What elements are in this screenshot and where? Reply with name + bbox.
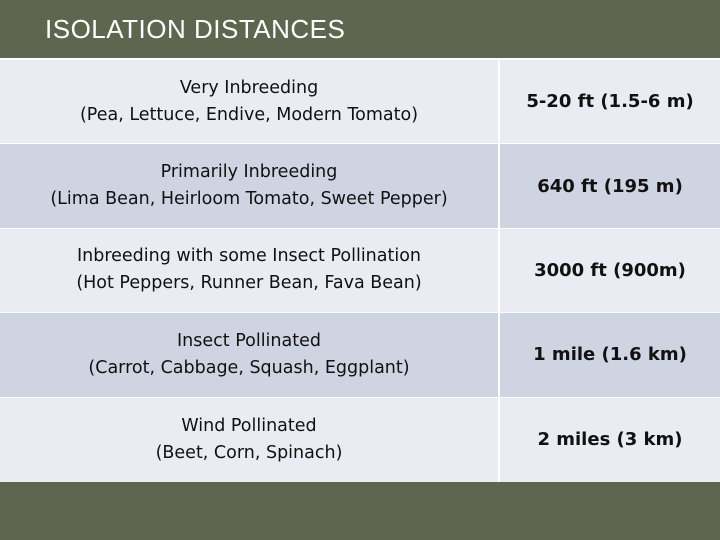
category-name: Very Inbreeding xyxy=(179,77,319,98)
category-cell xyxy=(0,144,500,227)
category-examples: (Lima Bean, Heirloom Tomato, Sweet Pepper) xyxy=(50,189,448,210)
distance-cell: 2 miles (3 km) xyxy=(537,429,683,451)
distance-cell: 5-20 ft (1.5-6 m) xyxy=(526,91,694,113)
page-title: ISOLATION DISTANCES xyxy=(45,14,346,44)
category-examples: (Carrot, Cabbage, Squash, Eggplant) xyxy=(88,357,410,378)
category-cell xyxy=(0,60,500,143)
distance-cell: 640 ft (195 m) xyxy=(537,175,683,197)
table-row xyxy=(0,229,720,313)
category-name: Insect Pollinated xyxy=(177,330,321,351)
category-name: Primarily Inbreeding xyxy=(160,162,338,183)
category-examples: (Hot Peppers, Runner Bean, Fava Bean) xyxy=(76,273,422,294)
category-cell xyxy=(0,398,500,482)
category-name: Wind Pollinated xyxy=(181,415,317,436)
category-examples: (Beet, Corn, Spinach) xyxy=(155,442,343,463)
category-cell xyxy=(0,313,500,396)
distance-cell: 3000 ft (900m) xyxy=(534,259,686,281)
table-row xyxy=(0,144,720,228)
table-row xyxy=(0,313,720,397)
isolation-table xyxy=(0,58,720,480)
category-examples: (Pea, Lettuce, Endive, Modern Tomato) xyxy=(79,104,419,125)
table-row xyxy=(0,398,720,482)
distance-cell: 1 mile (1.6 km) xyxy=(533,344,687,366)
category-cell xyxy=(0,229,500,312)
table-row xyxy=(0,60,720,144)
category-name: Inbreeding with some Insect Pollination xyxy=(76,246,422,267)
